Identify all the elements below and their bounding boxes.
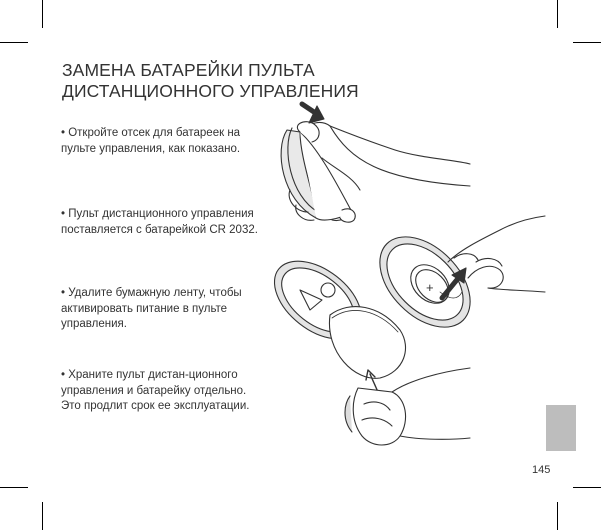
page-title: ЗАМЕНА БАТАРЕЙКИ ПУЛЬТА ДИСТАНЦИОННОГО УПРАВЛЕНИЯ <box>62 60 359 101</box>
page-number: 145 <box>532 464 551 476</box>
section-tab-marker <box>546 405 576 451</box>
bullet-battery-type: • Пульт дистанционного управления поставляется с батарейкой CR 2032. <box>61 208 258 236</box>
bullet-open-compartment: • Откройте отсек для батареек на пульте управления, как показано. <box>61 127 241 155</box>
bullet-store-separately: • Храните пульт дистан-ционного управления и батарейку отдельно. Это продлит срок ее эксплуатации. <box>61 369 250 412</box>
bullet-remove-tape: • Удалите бумажную ленту, чтобы активировать питание в пульте управления. <box>61 287 242 330</box>
illustration-open-cover <box>281 104 470 222</box>
battery-plus-sign: + <box>426 280 434 295</box>
